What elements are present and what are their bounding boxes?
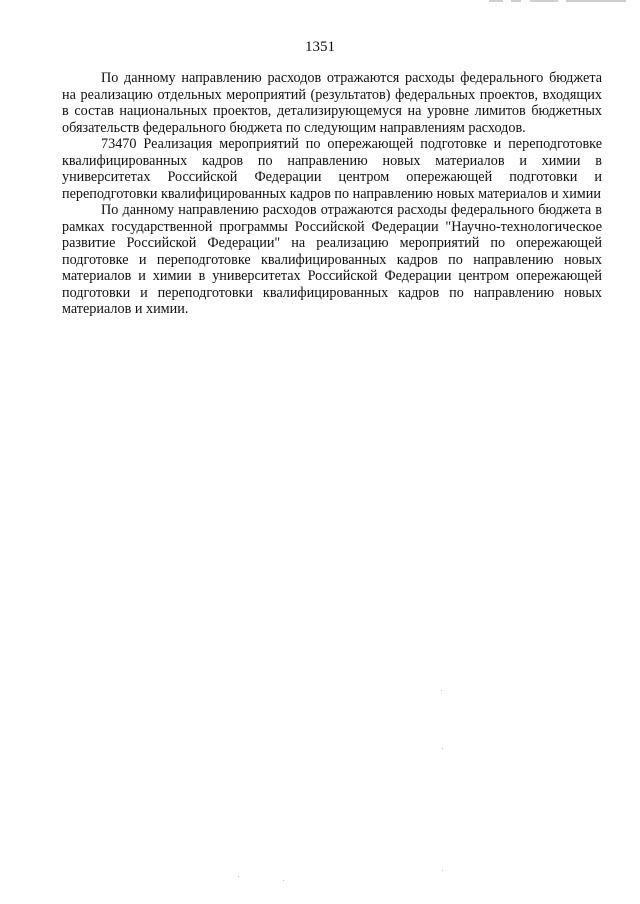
scan-artifact: [530, 0, 558, 2]
page-number: 1351: [305, 39, 335, 55]
scan-artifact: [511, 0, 521, 2]
scan-artifact: [566, 0, 626, 2]
paragraph-expense-description-2: По данному направлению расходов отражаются расходы федерального бюджета в рамках государственной программы Российской Федерации "Научно-технологическое развитие Российской Федерации" на реализацию мероприятий по опережающей подготовке и переподготовке квалифицированных кадров по направлению новых материалов и химии в университетах Российской Федерации центром опережающей подготовки и переподготовки квалифицированных кадров по направлению новых материалов и химии.: [62, 202, 602, 317]
paragraph-expense-code-73470: 73470 Реализация мероприятий по опережающей подготовке и переподготовке квалифицированных кадров по направлению новых материалов и химии в университетах Российской Федерации центром опережающей подготовки и переподготовки квалифицированных кадров по направлению новых материалов и химии: [62, 136, 602, 202]
scan-artifact: [238, 876, 239, 877]
scan-artifact: [441, 690, 442, 691]
document-body: [62, 70, 602, 318]
scan-artifact: [442, 870, 443, 871]
paragraph-expense-description-1: По данному направлению расходов отражаются расходы федерального бюджета на реализацию отдельных мероприятий (результатов) федеральных проектов, входящих в состав национальных проектов, детализирующемуся на уровне лимитов бюджетных обязательств федерального бюджета по следующим направлениям расходов.: [62, 70, 602, 136]
scan-artifact: [442, 748, 443, 749]
scan-artifact: [283, 880, 284, 881]
scan-artifact: [489, 0, 503, 2]
